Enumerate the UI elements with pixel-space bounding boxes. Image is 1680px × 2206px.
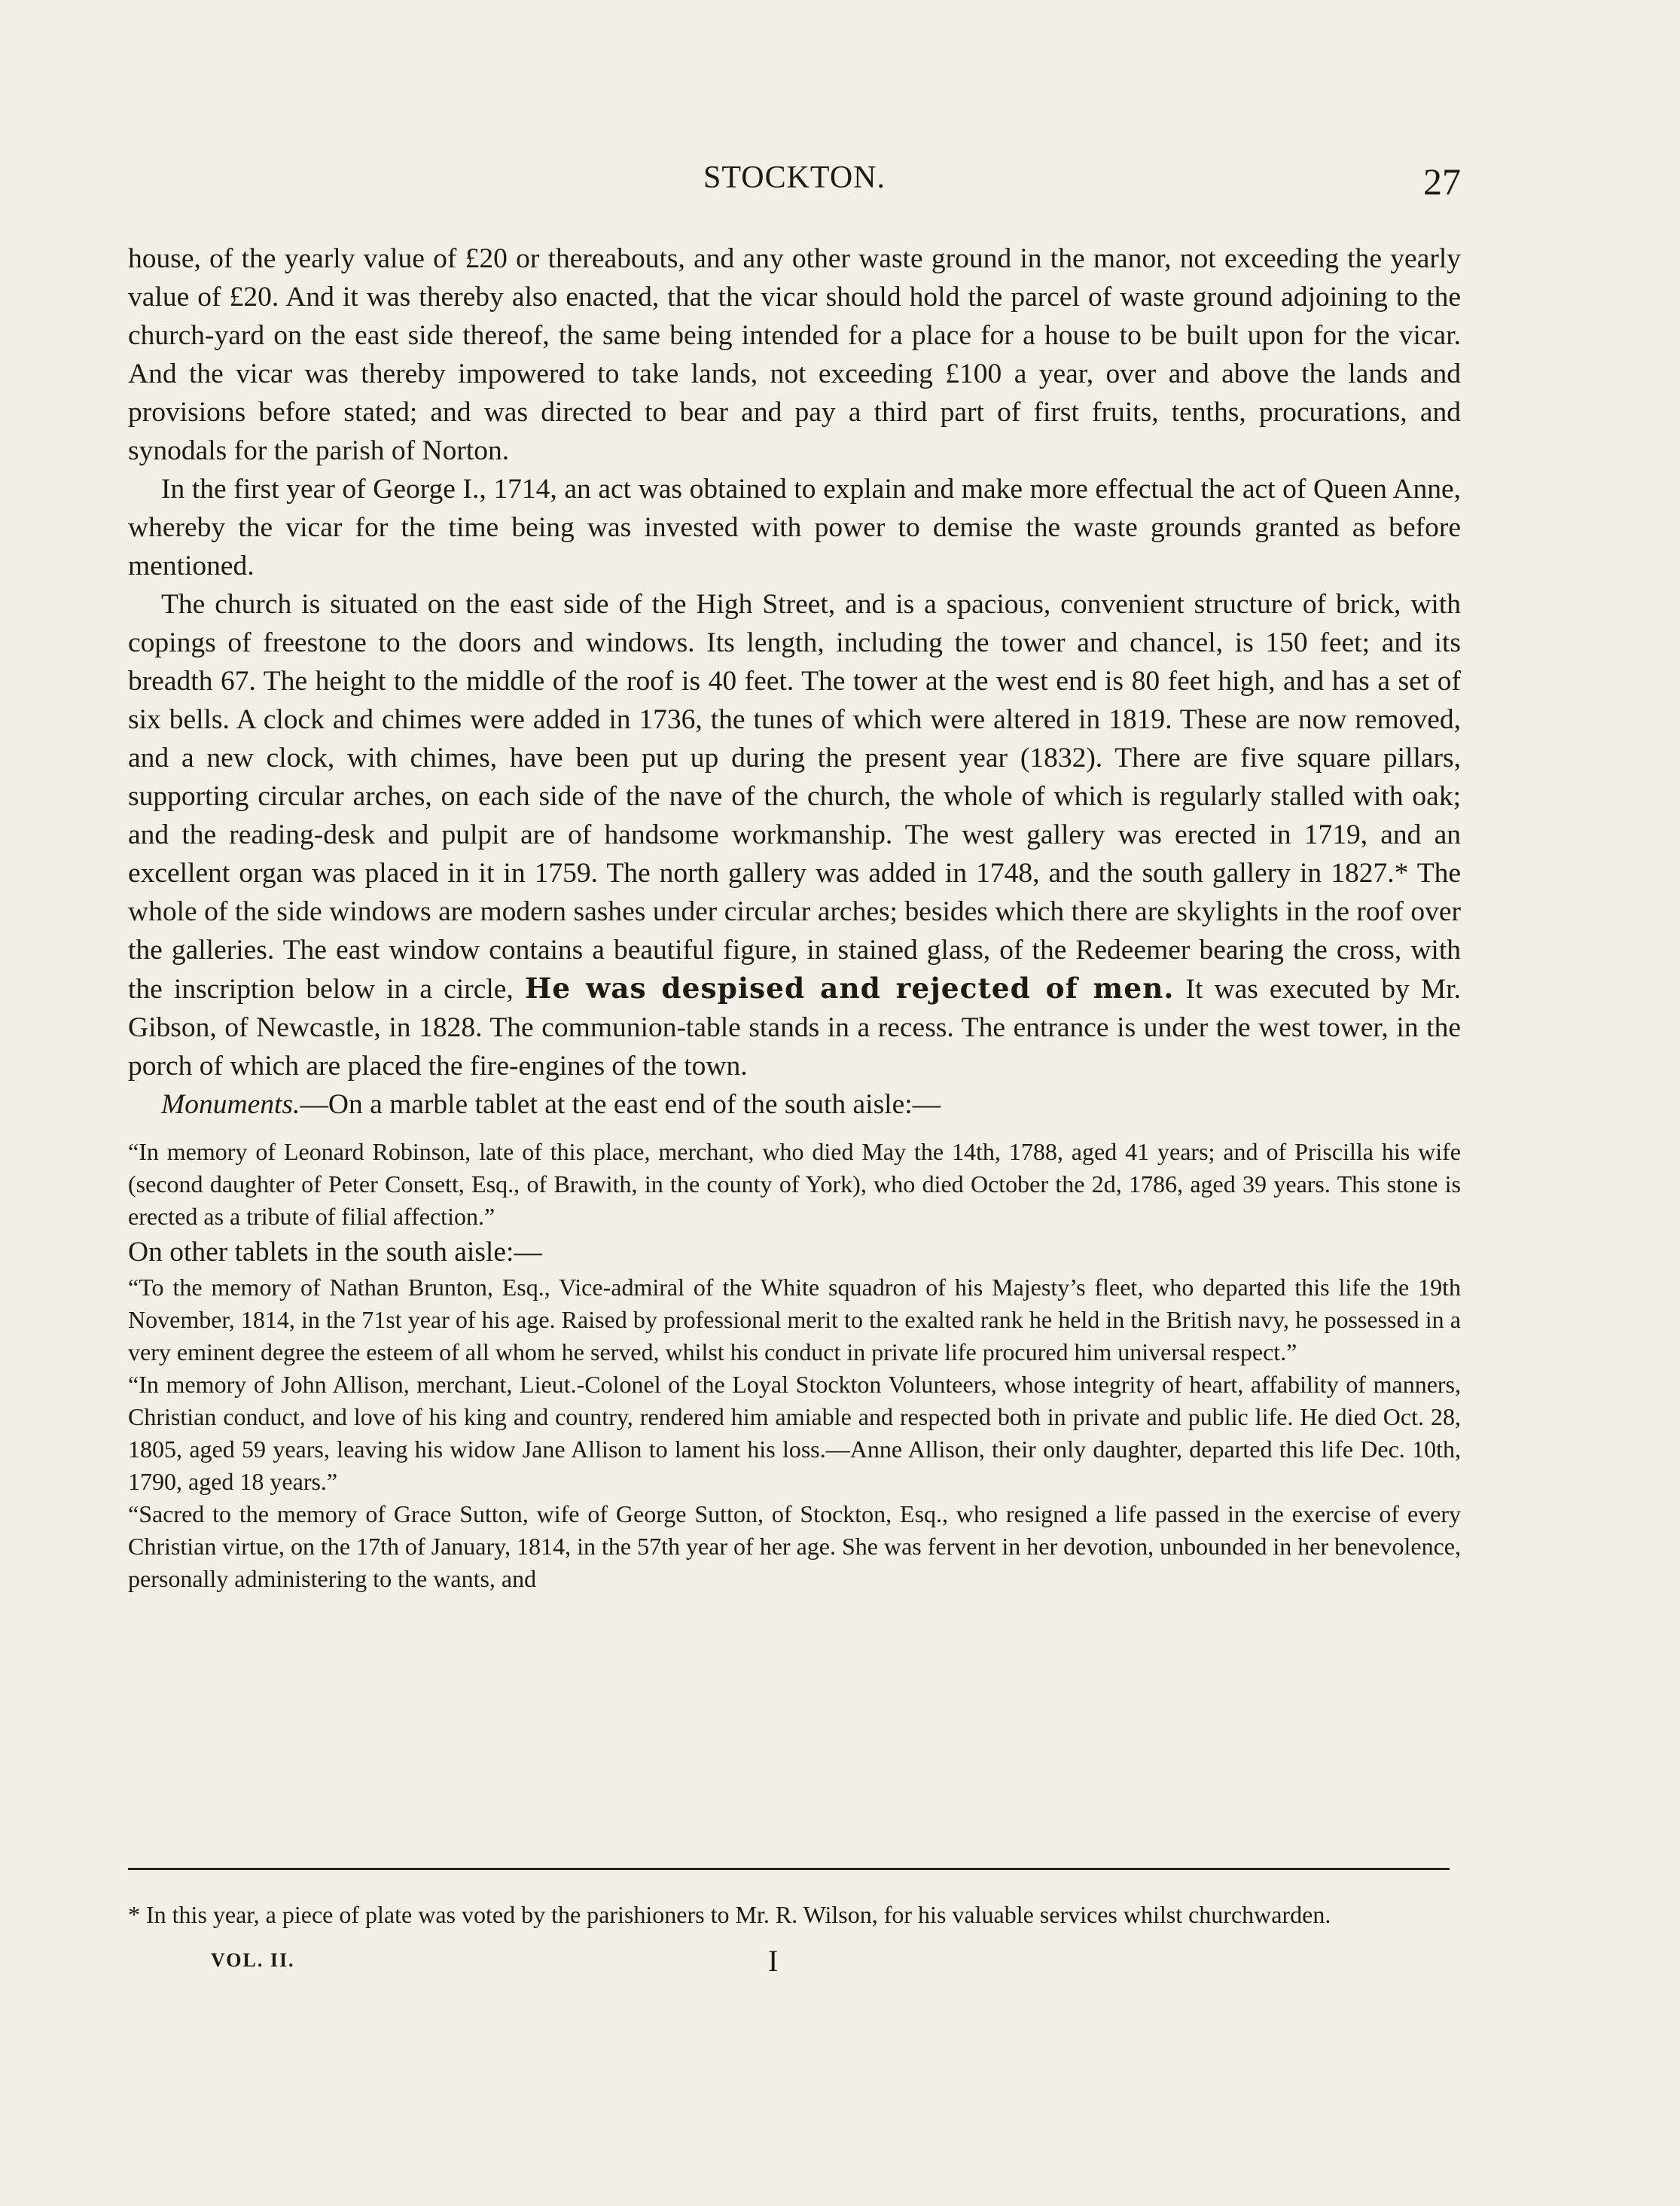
- inscription: “In memory of Leonard Robinson, late of this place, merchant, who died May the 14th, 1788, aged 41 years; and of Priscilla his wife (second daughter of Peter Consett, Esq., of Brawith, in the county of York), who died October the 2d, 1786, aged 39 years. This stone is erected as a tribute of filial affection.”: [128, 1138, 1461, 1230]
- page-title: STOCKTON.: [703, 160, 886, 195]
- footnote: * In this year, a piece of plate was voted by the parishioners to Mr. R. Wilson, for his valuable services whilst churchwarden.: [128, 1901, 1331, 1928]
- footnote-rule: [128, 1868, 1450, 1870]
- paragraph: [128, 585, 1461, 1085]
- monuments-intro: —On a marble tablet at the east end of the south aisle:—: [300, 1089, 941, 1120]
- volume-signature: VOL. II.: [211, 1949, 295, 1971]
- paragraph: house, of the yearly value of £20 or thereabouts, and any other waste ground in the manor, not exceeding the yearly value of £20. And it was thereby also enacted, that the vicar should hold the parcel of waste ground adjoining to the church-yard on the east side thereof, the same being intended for a place for a house to be built upon for the vicar. And the vicar was thereby impowered to take lands, not exceeding £100 a year, over and above the lands and provisions before stated; and was directed to bear and pay a third part of first fruits, tenths, procurations, and synodals for the parish of Norton.: [128, 243, 1461, 466]
- signature-mark: I: [768, 1944, 779, 1978]
- page-number: 27: [1423, 160, 1461, 203]
- subheading: On other tablets in the south aisle:—: [128, 1237, 542, 1268]
- blackletter-inscription: He was despised and rejected of men.: [524, 972, 1175, 1005]
- inscription: “In memory of John Allison, merchant, Lieut.-Colonel of the Loyal Stockton Volunteers, whose integrity of heart, affability of manners, Christian conduct, and love of his king and country, rendered him amiable and respected both in private and public life. He died Oct. 28, 1805, aged 59 years, leaving his widow Jane Allison to lament his loss.—Anne Allison, their only daughter, departed this life Dec. 10th, 1790, aged 18 years.”: [128, 1371, 1461, 1495]
- monuments-paragraph: [128, 1085, 1461, 1124]
- main-text: [128, 240, 1461, 1595]
- paragraph-text: The church is situated on the east side of the High Street, and is a spacious, convenient structure of brick, with copings of freestone to the doors and windows. Its length, including the tower and chancel, is 150 feet; and its breadth 67. The height to the middle of the roof is 40 feet. The tower at the west end is 80 feet high, and has a set of six bells. A clock and chimes were added in 1736, the tunes of which were altered in 1819. These are now removed, and a new clock, with chimes, have been put up during the present year (1832). There are five square pillars, supporting circular arches, on each side of the nave of the church, the whole of which is regularly stalled with oak; and the reading-desk and pulpit are of handsome workmanship. The west gallery was erected in 1719, and an excellent organ was placed in it in 1759. The north gallery was added in 1748, and the south gallery in 1827.* The whole of the side windows are modern sashes under circular arches; besides which there are skylights in the roof over the galleries. The east window contains a beautiful figure, in stained glass, of the Redeemer bearing the cross, with the inscription below in a circle,: [128, 589, 1461, 1005]
- inscription: “To the memory of Nathan Brunton, Esq., Vice-admiral of the White squadron of his Majesty’s fleet, who departed this life the 19th November, 1814, in the 71st year of his age. Raised by professional merit to the exalted rank he held in the British navy, he possessed in a very eminent degree the esteem of all whom he served, whilst his conduct in private life procured him universal respect.”: [128, 1274, 1461, 1365]
- inscription: “Sacred to the memory of Grace Sutton, wife of George Sutton, of Stockton, Esq., who resigned a life passed in the exercise of every Christian virtue, on the 17th of January, 1814, in the 57th year of her age. She was fervent in her devotion, unbounded in her benevolence, personally administering to the wants, and: [128, 1500, 1461, 1592]
- running-head: [128, 160, 1461, 205]
- paragraph-text: It was executed by Mr. Gibson, of Newcastle, in 1828. The communion-table stands in a recess. The entrance is under the west tower, in the porch of which are placed the fire-engines of the town.: [128, 974, 1461, 1082]
- monuments-label: Monuments.: [161, 1089, 300, 1120]
- paragraph: In the first year of George I., 1714, an act was obtained to explain and make more effectual the act of Queen Anne, whereby the vicar for the time being was invested with power to demise the waste grounds granted as before mentioned.: [128, 474, 1461, 581]
